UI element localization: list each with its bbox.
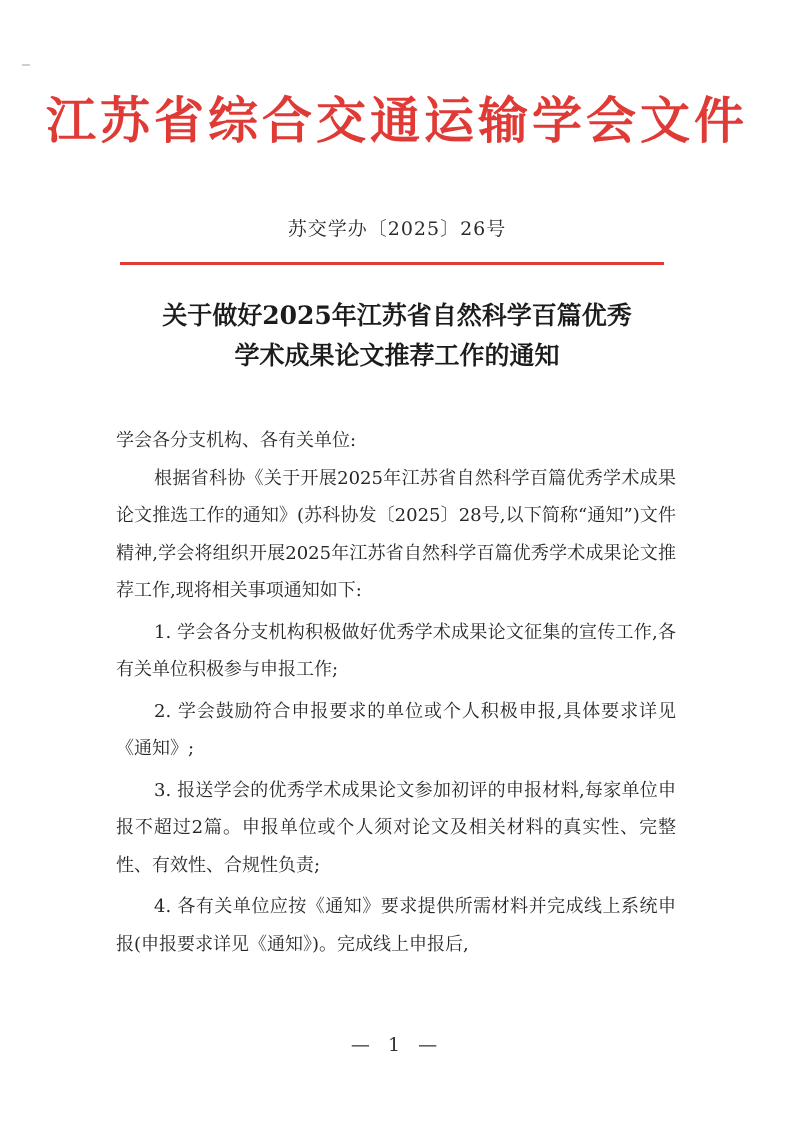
- list-item: 3. 报送学会的优秀学术成果论文参加初评的申报材料,每家单位申报不超过2篇。申报单位或个人须对论文及相关材料的真实性、完整性、有效性、合规性负责;: [116, 779, 676, 876]
- red-divider-line: [120, 262, 664, 265]
- organization-header-title: 江苏省综合交通运输学会文件: [46, 91, 748, 150]
- document-number: 苏交学办〔2025〕26号: [287, 218, 507, 240]
- page-number: — 1 —: [350, 1034, 444, 1056]
- list-item: 1. 学会各分支机构积极做好优秀学术成果论文征集的宣传工作,各有关单位积极参与申报工作;: [116, 621, 676, 680]
- notice-title-line-1: 关于做好2025年江苏省自然科学百篇优秀: [162, 301, 632, 330]
- list-item: 4. 各有关单位应按《通知》要求提供所需材料并完成线上系统申报(申报要求详见《通知》)。完成线上申报后,: [116, 896, 676, 955]
- notice-title-line-2: 学术成果论文推荐工作的通知: [234, 341, 560, 370]
- salutation: 学会各分支机构、各有关单位:: [116, 430, 357, 451]
- notice-title: [0, 296, 794, 376]
- scan-mark: [22, 64, 30, 66]
- intro-paragraph: 根据省科协《关于开展2025年江苏省自然科学百篇优秀学术成果论文推选工作的通知》(苏科协发〔2025〕28号,以下简称“通知”)文件精神,学会将组织开展2025年江苏省自然科学百篇优秀学术成果论文推荐工作,现将相关事项通知如下:: [116, 467, 676, 601]
- list-item: 2. 学会鼓励符合申报要求的单位或个人积极申报,具体要求详见《通知》;: [116, 700, 676, 759]
- notice-body: [116, 422, 676, 967]
